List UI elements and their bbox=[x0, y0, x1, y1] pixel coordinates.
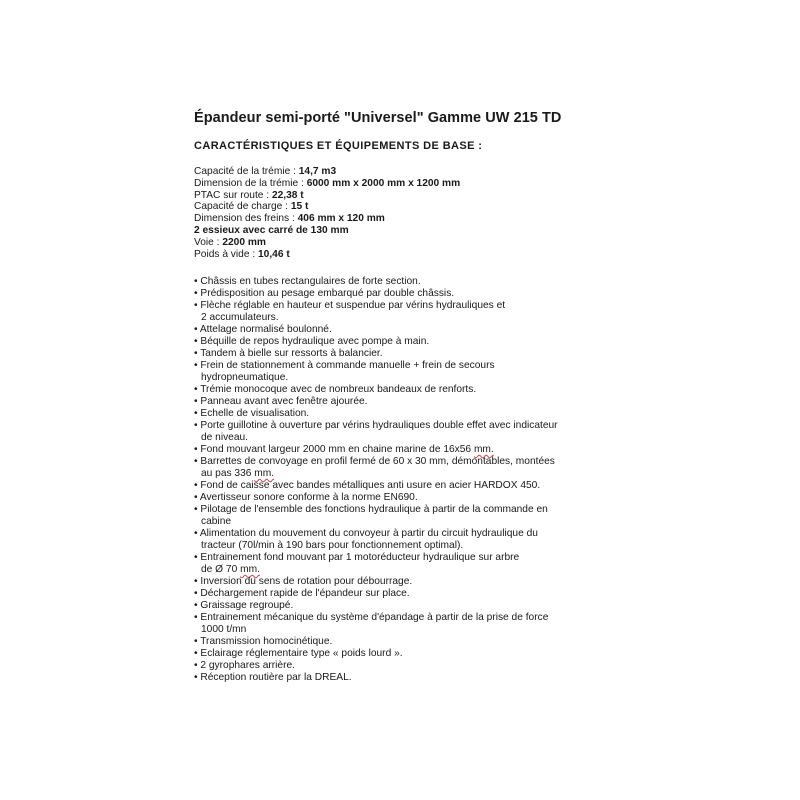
equipment-text: • Eclairage réglementaire type « poids lourd ». bbox=[194, 648, 403, 659]
equipment-text-continuation: de niveau. bbox=[201, 432, 249, 443]
equipment-text: • Fond de caisse avec bandes métalliques anti usure en acier HARDOX 450. bbox=[194, 480, 541, 491]
equipment-text: • Entrainement fond mouvant par 1 motoréducteur hydraulique sur arbre bbox=[194, 552, 520, 563]
equipment-text-continuation: cabine bbox=[201, 516, 232, 527]
spellcheck-underlined-text: mm. bbox=[254, 468, 275, 479]
spec-line bbox=[194, 213, 460, 225]
spec-label: PTAC sur route : bbox=[194, 189, 272, 201]
equipment-text-continuation: tracteur (70l/min à 190 bars pour fonctionnement optimal). bbox=[201, 540, 464, 551]
equipment-item bbox=[194, 528, 558, 552]
equipment-text-continuation bbox=[194, 468, 558, 480]
equipment-item bbox=[194, 288, 558, 300]
spec-label: Voie : bbox=[194, 236, 223, 248]
equipment-text: • Fond mouvant largeur 2000 mm en chaine marine de 16x56 bbox=[194, 444, 474, 455]
equipment-item bbox=[194, 612, 558, 636]
equipment-item bbox=[194, 348, 558, 360]
equipment-text: • Echelle de visualisation. bbox=[194, 408, 310, 419]
spec-line bbox=[194, 201, 460, 213]
equipment-text: • Alimentation du mouvement du convoyeur à partir du circuit hydraulique du bbox=[194, 528, 538, 539]
equipment-item bbox=[194, 576, 558, 588]
equipment-item bbox=[194, 360, 558, 384]
spec-value: 14,7 m3 bbox=[298, 166, 337, 177]
equipment-text-continuation: 1000 t/mn bbox=[201, 624, 247, 635]
equipment-text: • Tandem à bielle sur ressorts à balancier. bbox=[194, 348, 383, 359]
equipment-item bbox=[194, 648, 558, 660]
equipment-text: • Flèche réglable en hauteur et suspendue par vérins hydrauliques et bbox=[194, 300, 506, 311]
spec-line bbox=[194, 249, 460, 261]
equipment-text: • Déchargement rapide de l'épandeur sur place. bbox=[194, 588, 410, 599]
spec-value: 15 t bbox=[290, 201, 309, 213]
continuation-text: au pas 336 bbox=[201, 468, 255, 479]
equipment-item bbox=[194, 420, 558, 444]
equipment-item bbox=[194, 276, 558, 288]
equipment-item bbox=[194, 660, 558, 672]
spec-line bbox=[194, 237, 460, 249]
spec-label: Dimension de la trémie : bbox=[194, 177, 307, 189]
equipment-item bbox=[194, 396, 558, 408]
spec-value: 2200 mm bbox=[222, 236, 266, 248]
equipment-text: • Frein de stationnement à commande manuelle + frein de secours bbox=[194, 360, 495, 371]
equipment-text: • Transmission homocinétique. bbox=[194, 636, 333, 647]
spellcheck-underlined-text: mm. bbox=[473, 444, 494, 455]
document-title: Épandeur semi-porté "Universel" Gamme UW 215 TD bbox=[194, 110, 562, 126]
equipment-item bbox=[194, 324, 558, 336]
equipment-item bbox=[194, 672, 558, 684]
equipment-item bbox=[194, 552, 558, 576]
spec-label: Capacité de la trémie : bbox=[194, 166, 299, 177]
equipment-list bbox=[194, 276, 558, 684]
equipment-text: • Pilotage de l'ensemble des fonctions hydraulique à partir de la commande en bbox=[194, 504, 548, 515]
equipment-item bbox=[194, 636, 558, 648]
specifications-list bbox=[194, 166, 460, 260]
spec-value: 6000 mm x 2000 mm x 1200 mm bbox=[306, 177, 461, 189]
spec-line bbox=[194, 190, 460, 202]
spec-line bbox=[194, 178, 460, 190]
equipment-text: • Panneau avant avec fenêtre ajourée. bbox=[194, 396, 368, 407]
spec-value: 406 mm x 120 mm bbox=[297, 213, 385, 225]
equipment-item bbox=[194, 444, 558, 456]
spellcheck-underlined-text: mm. bbox=[240, 564, 260, 575]
equipment-item bbox=[194, 336, 558, 348]
equipment-text: • Graissage regroupé. bbox=[194, 600, 294, 611]
equipment-item bbox=[194, 384, 558, 396]
equipment-item bbox=[194, 408, 558, 420]
equipment-text: • Béquille de repos hydraulique avec pompe à main. bbox=[194, 336, 430, 347]
spec-label: Poids à vide : bbox=[194, 248, 258, 260]
equipment-text: • Châssis en tubes rectangulaires de forte section. bbox=[194, 276, 421, 287]
equipment-text-continuation: 2 accumulateurs. bbox=[201, 312, 279, 323]
equipment-text: • Barrettes de convoyage en profil fermé de 60 x 30 mm, démontables, montées bbox=[194, 456, 555, 467]
spec-label: Dimension des freins : bbox=[194, 213, 298, 225]
continuation-text: de Ø 70 bbox=[201, 564, 241, 575]
equipment-item bbox=[194, 300, 558, 324]
equipment-item bbox=[194, 492, 558, 504]
spec-value: 10,46 t bbox=[258, 248, 290, 260]
equipment-text: • Prédisposition au pesage embarqué par double châssis. bbox=[194, 288, 455, 299]
equipment-text: • Attelage normalisé boulonné. bbox=[194, 324, 332, 335]
equipment-item bbox=[194, 480, 558, 492]
spec-label: Capacité de charge : bbox=[194, 201, 291, 213]
equipment-text: • Inversion du sens de rotation pour débourrage. bbox=[194, 576, 413, 587]
spec-value: 2 essieux avec carré de 130 mm bbox=[194, 224, 349, 236]
equipment-text-continuation bbox=[194, 564, 558, 576]
equipment-text: • Entrainement mécanique du système d'épandage à partir de la prise de force bbox=[194, 612, 549, 623]
equipment-item bbox=[194, 504, 558, 528]
section-heading: CARACTÉRISTIQUES ET ÉQUIPEMENTS DE BASE : bbox=[194, 140, 483, 152]
spec-line bbox=[194, 166, 460, 178]
equipment-text: • Porte guillotine à ouverture par vérins hydrauliques double effet avec indicateur bbox=[194, 420, 558, 431]
spec-value: 22,38 t bbox=[271, 189, 304, 201]
equipment-text: • 2 gyrophares arrière. bbox=[194, 660, 295, 671]
spec-line bbox=[194, 225, 460, 237]
equipment-text-continuation: hydropneumatique. bbox=[201, 372, 289, 383]
equipment-text: • Avertisseur sonore conforme à la norme EN690. bbox=[194, 492, 418, 503]
equipment-text: • Réception routière par la DREAL. bbox=[194, 672, 352, 683]
equipment-text: • Trémie monocoque avec de nombreux bandeaux de renforts. bbox=[194, 384, 477, 395]
equipment-item bbox=[194, 588, 558, 600]
equipment-item bbox=[194, 600, 558, 612]
equipment-item bbox=[194, 456, 558, 480]
